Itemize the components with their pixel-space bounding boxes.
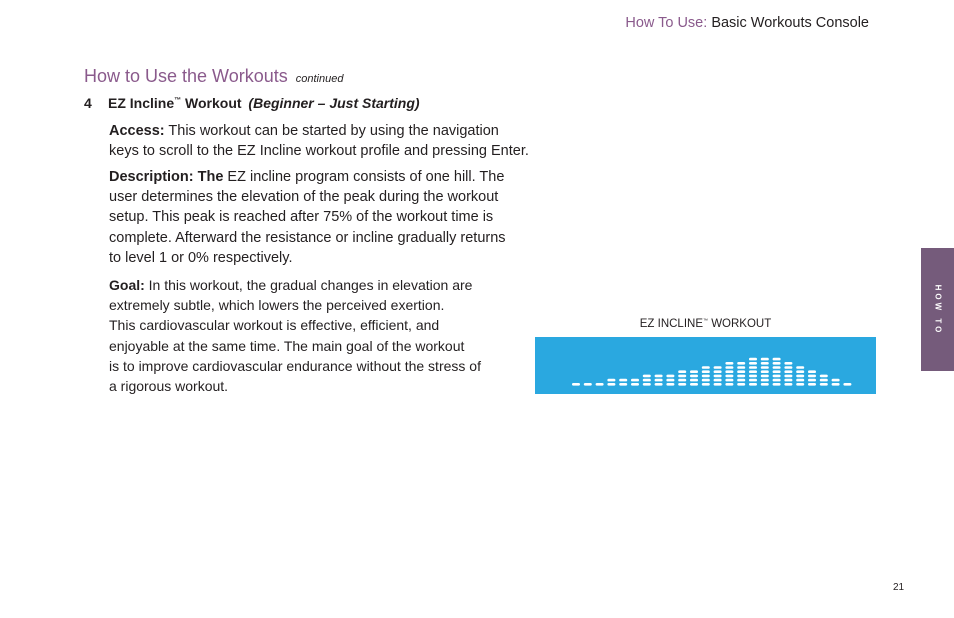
profile-segment bbox=[631, 383, 639, 386]
profile-segment bbox=[832, 379, 840, 382]
profile-segment bbox=[808, 379, 816, 382]
profile-segment bbox=[784, 375, 792, 378]
profile-segment bbox=[773, 375, 781, 378]
profile-segment bbox=[737, 362, 745, 365]
profile-segment bbox=[702, 383, 710, 386]
profile-segment bbox=[784, 379, 792, 382]
profile-column bbox=[808, 370, 816, 385]
profile-segment bbox=[607, 379, 615, 382]
profile-segment bbox=[737, 366, 745, 369]
profile-segment bbox=[749, 379, 757, 382]
profile-column bbox=[773, 358, 781, 386]
profile-segment bbox=[678, 370, 686, 373]
profile-segment bbox=[749, 375, 757, 378]
profile-column bbox=[596, 383, 604, 386]
profile-segment bbox=[643, 375, 651, 378]
goal-text-line5: is to improve cardiovascular endurance without the stress of bbox=[109, 357, 481, 374]
profile-segment bbox=[749, 383, 757, 386]
profile-segment bbox=[714, 370, 722, 373]
workout-profile-svg bbox=[535, 337, 876, 394]
profile-segment bbox=[714, 375, 722, 378]
profile-segment bbox=[761, 383, 769, 386]
profile-column bbox=[572, 383, 580, 386]
profile-segment bbox=[714, 366, 722, 369]
access-text-line1: This workout can be started by using the navigation bbox=[164, 123, 499, 139]
profile-column bbox=[619, 379, 627, 386]
profile-segment bbox=[678, 379, 686, 382]
profile-title-suffix: WORKOUT bbox=[708, 318, 772, 330]
profile-segment bbox=[749, 370, 757, 373]
profile-segment bbox=[761, 370, 769, 373]
profile-column bbox=[820, 375, 828, 386]
profile-segment bbox=[737, 379, 745, 382]
profile-segment bbox=[725, 370, 733, 373]
description-text-line4: complete. Afterward the resistance or incline gradually returns bbox=[109, 229, 506, 246]
workout-word: Workout bbox=[185, 95, 242, 111]
profile-segment bbox=[761, 375, 769, 378]
profile-segment bbox=[690, 379, 698, 382]
profile-segment bbox=[714, 383, 722, 386]
profile-segment bbox=[761, 379, 769, 382]
profile-segment bbox=[690, 383, 698, 386]
profile-segment bbox=[808, 383, 816, 386]
profile-segment bbox=[796, 366, 804, 369]
profile-segment bbox=[584, 383, 592, 386]
profile-column bbox=[702, 366, 710, 385]
running-header-title: Basic Workouts Console bbox=[711, 15, 869, 31]
profile-segment bbox=[761, 366, 769, 369]
description-paragraph bbox=[109, 167, 506, 268]
goal-text-line4: enjoyable at the same time. The main goal of the workout bbox=[109, 337, 465, 354]
profile-column bbox=[843, 383, 851, 386]
profile-segment bbox=[737, 370, 745, 373]
profile-segment bbox=[808, 370, 816, 373]
profile-segment bbox=[702, 366, 710, 369]
profile-segment bbox=[619, 379, 627, 382]
page-number: 21 bbox=[893, 582, 905, 593]
profile-segment bbox=[678, 375, 686, 378]
profile-segment bbox=[784, 370, 792, 373]
profile-segment bbox=[784, 383, 792, 386]
workout-profile-graphic bbox=[535, 337, 876, 394]
description-text-line1: EZ incline program consists of one hill. The bbox=[223, 169, 505, 185]
profile-segment bbox=[725, 362, 733, 365]
profile-segment bbox=[796, 383, 804, 386]
profile-column bbox=[607, 379, 615, 386]
profile-segment bbox=[702, 375, 710, 378]
profile-segment bbox=[749, 358, 757, 361]
profile-segment bbox=[773, 379, 781, 382]
profile-segment bbox=[796, 370, 804, 373]
profile-segment bbox=[631, 379, 639, 382]
profile-column bbox=[784, 362, 792, 386]
profile-segment bbox=[808, 375, 816, 378]
profile-segment bbox=[773, 358, 781, 361]
profile-segment bbox=[702, 379, 710, 382]
access-label: Access: bbox=[109, 123, 165, 139]
profile-segment bbox=[725, 383, 733, 386]
profile-column bbox=[655, 375, 663, 386]
profile-segment bbox=[702, 370, 710, 373]
profile-segment bbox=[820, 379, 828, 382]
profile-segment bbox=[773, 370, 781, 373]
profile-column bbox=[714, 366, 722, 385]
section-title bbox=[84, 66, 343, 87]
goal-paragraph bbox=[109, 275, 481, 396]
section-title-text: How to Use the Workouts bbox=[84, 66, 288, 86]
description-label: Description: The bbox=[109, 169, 224, 185]
profile-segment bbox=[761, 362, 769, 365]
profile-segment bbox=[607, 383, 615, 386]
profile-title bbox=[535, 318, 876, 330]
profile-column bbox=[584, 383, 592, 386]
profile-segment bbox=[761, 358, 769, 361]
workout-name: EZ Incline bbox=[108, 95, 175, 111]
profile-title-name: EZ INCLINE bbox=[639, 318, 703, 330]
side-tab-label: HOW TO bbox=[933, 284, 942, 335]
goal-text-line6: a rigorous workout. bbox=[109, 378, 229, 395]
profile-segment bbox=[725, 375, 733, 378]
trademark-symbol: ™ bbox=[174, 97, 182, 104]
profile-column bbox=[796, 366, 804, 385]
profile-segment bbox=[596, 383, 604, 386]
profile-segment bbox=[690, 375, 698, 378]
profile-segment bbox=[749, 362, 757, 365]
goal-text-line3: This cardiovascular workout is effective, efficient, and bbox=[109, 317, 440, 334]
running-header-accent: How To Use: bbox=[625, 15, 708, 31]
profile-segment bbox=[666, 379, 674, 382]
profile-segment bbox=[749, 366, 757, 369]
profile-segment bbox=[832, 383, 840, 386]
profile-segment bbox=[572, 383, 580, 386]
profile-column bbox=[761, 358, 769, 386]
profile-segment bbox=[619, 383, 627, 386]
profile-segment bbox=[784, 362, 792, 365]
profile-trademark: ™ bbox=[703, 318, 708, 324]
profile-segment bbox=[773, 383, 781, 386]
profile-segment bbox=[773, 362, 781, 365]
profile-segment bbox=[796, 375, 804, 378]
profile-column bbox=[737, 362, 745, 386]
profile-segment bbox=[643, 383, 651, 386]
profile-column bbox=[678, 370, 686, 385]
profile-segment bbox=[655, 379, 663, 382]
running-header bbox=[625, 15, 869, 31]
goal-label: Goal: bbox=[109, 277, 145, 293]
description-text-line5: to level 1 or 0% respectively. bbox=[109, 249, 293, 266]
workout-heading bbox=[84, 95, 420, 111]
profile-segment bbox=[655, 383, 663, 386]
profile-segment bbox=[655, 375, 663, 378]
profile-column bbox=[749, 358, 757, 386]
profile-column bbox=[631, 379, 639, 386]
continued-label: continued bbox=[295, 73, 344, 85]
profile-segment bbox=[737, 375, 745, 378]
profile-segment bbox=[796, 379, 804, 382]
goal-text-line2: extremely subtle, which lowers the perceived exertion. bbox=[109, 297, 445, 314]
workout-number: 4 bbox=[84, 95, 92, 111]
access-paragraph bbox=[109, 121, 529, 161]
profile-segment bbox=[714, 379, 722, 382]
profile-segment bbox=[725, 366, 733, 369]
section-side-tab bbox=[921, 248, 954, 371]
profile-segment bbox=[773, 366, 781, 369]
profile-segment bbox=[643, 379, 651, 382]
profile-column bbox=[832, 379, 840, 386]
profile-segment bbox=[820, 375, 828, 378]
profile-segment bbox=[843, 383, 851, 386]
description-text-line2: user determines the elevation of the peak during the workout bbox=[109, 189, 499, 206]
profile-segment bbox=[784, 366, 792, 369]
profile-segment bbox=[737, 383, 745, 386]
profile-segment bbox=[678, 383, 686, 386]
description-text-line3: setup. This peak is reached after 75% of the workout time is bbox=[109, 209, 494, 226]
profile-column bbox=[643, 375, 651, 386]
profile-column bbox=[666, 375, 674, 386]
profile-segment bbox=[820, 383, 828, 386]
profile-column bbox=[690, 370, 698, 385]
profile-segment bbox=[725, 379, 733, 382]
profile-segment bbox=[666, 375, 674, 378]
profile-segment bbox=[690, 370, 698, 373]
profile-segment bbox=[666, 383, 674, 386]
workout-level: (Beginner – Just Starting) bbox=[248, 95, 420, 111]
goal-text-line1: In this workout, the gradual changes in elevation are bbox=[144, 277, 473, 293]
access-text-line2: keys to scroll to the EZ Incline workout profile and pressing Enter. bbox=[109, 143, 529, 160]
profile-column bbox=[725, 362, 733, 386]
